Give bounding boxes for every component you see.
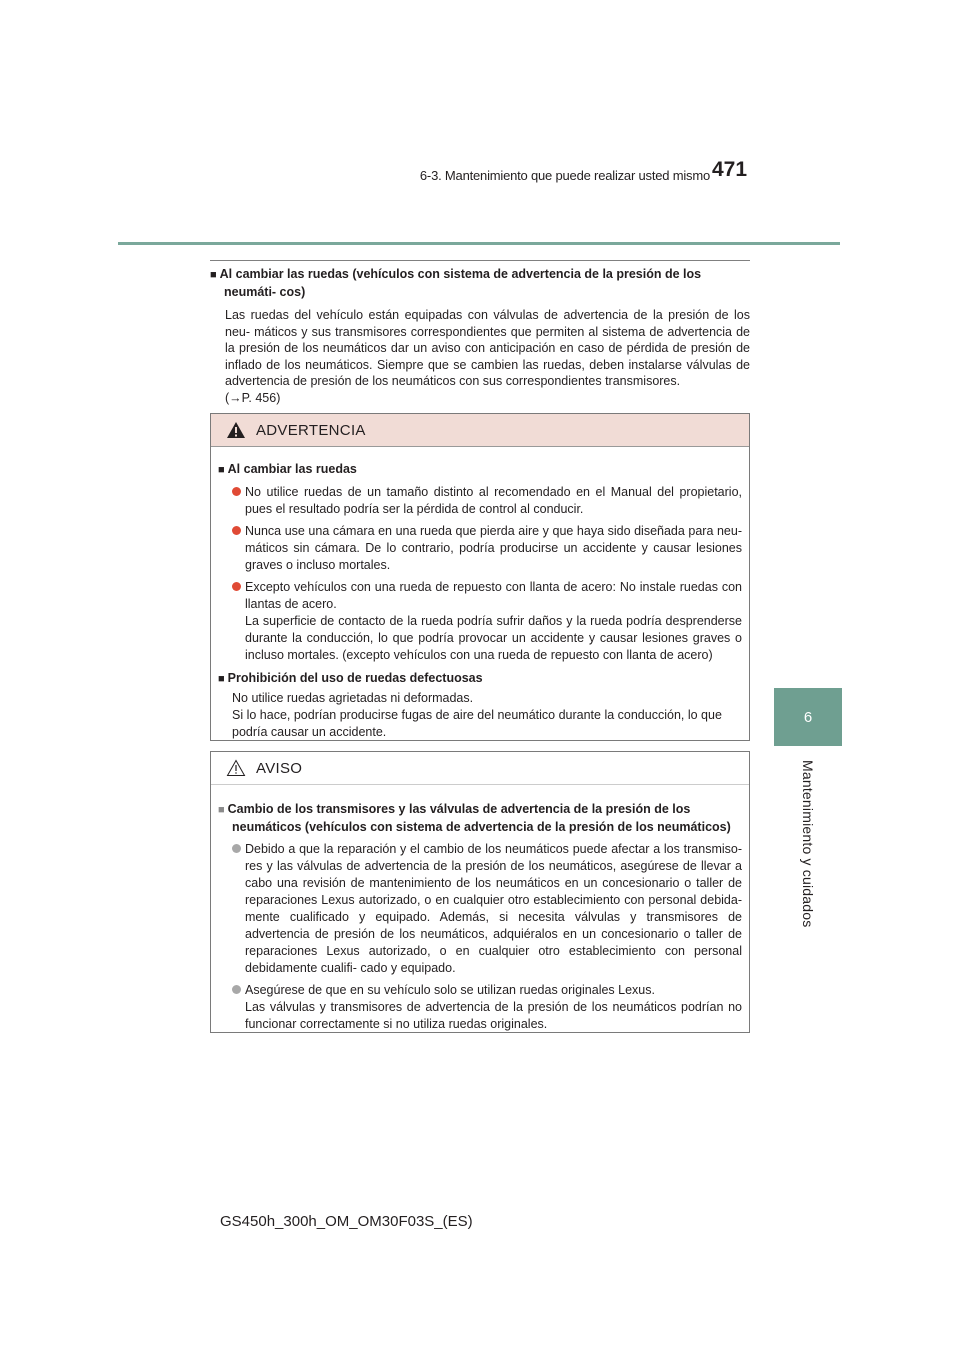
notice-section-heading: ■ Cambio de los transmisores y las válvulas de advertencia de la presión de los neumáticos (vehículos con sistema de advertencia de la presión de los neumáticos)	[218, 802, 731, 834]
warning-box	[210, 413, 750, 741]
square-bullet-icon: ■	[210, 269, 217, 281]
warning-section-heading: ■ Al cambiar las ruedas	[218, 462, 357, 476]
warning-title: ADVERTENCIA	[256, 421, 366, 439]
notice-bullet: Debido a que la reparación y el cambio de los neumáticos puede afectar a los transmiso- res y las válvulas de advertencia de la presión de los neumáticos, asegúrese de llevar a cabo una revisión de mantenimiento de los neumáticos en un concesionario o taller de reparaciones Lexus autorizado, o en cualquier otro establecimiento con personal debida- mente cualificado y equipado. Además, si necesita válvulas y transmisores de advertencia de presión de los neumáticos, adquiéralos en un concesionario o taller de reparaciones Lexus autorizado, o en cualquier otro establecimiento con personal debidamente cualifi- cado y equipado.	[218, 841, 742, 977]
notice-bullet: Asegúrese de que en su vehículo solo se utilizan ruedas originales Lexus. Las válvulas y transmisores de advertencia de la presión de los neumáticos podrían no funcionar correctamente si no utiliza ruedas originales.	[218, 982, 742, 1033]
warning-section-heading: ■ Prohibición del uso de ruedas defectuosas	[218, 671, 483, 685]
page-number: 471	[712, 158, 748, 181]
chapter-side-label: Mantenimiento y cuidados	[800, 760, 816, 928]
warning-header	[211, 414, 749, 447]
content-divider	[210, 260, 750, 261]
bullet-dot-icon	[232, 985, 241, 994]
bullet-dot-icon	[232, 844, 241, 853]
square-bullet-icon: ■	[218, 673, 225, 685]
warning-section-text: No utilice ruedas agrietadas ni deformadas. Si lo hace, podrían producirse fugas de aire del neumático durante la conducción, lo que podría causar un accidente.	[232, 691, 722, 739]
notice-title: AVISO	[256, 759, 303, 777]
warning-bullet: Nunca use una cámara en una rueda que pierda aire y que haya sido diseñada para neu- máticos sin cámara. De lo contrario, podría producirse un accidente y causar lesiones graves o incluso mortales.	[218, 523, 742, 574]
warning-bullet: Excepto vehículos con una rueda de repuesto con llanta de acero: No instale ruedas con llantas de acero. La superficie de contacto de la rueda podría sufrir daños y la rueda podría desprenderse durante la conducción, lo que podría provocar un accidente y causar lesiones graves o incluso mortales. (excepto vehículos con una rueda de repuesto con llanta de acero)	[218, 579, 742, 664]
square-bullet-icon: ■	[218, 804, 225, 816]
bullet-dot-icon	[232, 526, 241, 535]
notice-body	[211, 785, 749, 1033]
header-rule	[118, 242, 840, 245]
bullet-dot-icon	[232, 582, 241, 591]
intro-heading: ■ Al cambiar las ruedas (vehículos con sistema de advertencia de la presión de los neumáti- cos)	[210, 267, 702, 299]
square-bullet-icon: ■	[218, 464, 225, 476]
warning-triangle-icon	[226, 421, 246, 439]
chapter-number: 6	[803, 708, 813, 726]
warning-bullet: No utilice ruedas de un tamaño distinto al recomendado en el Manual del propietario, pues el resultado podría ser la pérdida de control al conducir.	[218, 484, 742, 518]
notice-header	[211, 752, 749, 785]
intro-section	[210, 266, 750, 406]
chapter-tab	[774, 688, 842, 746]
caution-triangle-icon	[226, 759, 246, 777]
bullet-dot-icon	[232, 487, 241, 496]
section-title: 6-3. Mantenimiento que puede realizar usted mismo	[419, 168, 710, 183]
page-reference: (→P. 456)	[225, 390, 281, 405]
notice-box	[210, 751, 750, 1033]
document-code: GS450h_300h_OM_OM30F03S_(ES)	[220, 1213, 473, 1230]
warning-body	[211, 447, 749, 741]
intro-body: Las ruedas del vehículo están equipadas con válvulas de advertencia de la presión de los neu- máticos y sus transmisores correspondientes que permiten al sistema de advertencia de la presión de los neumáticos dar un aviso con anticipación en caso de pérdida de presión de inflado de los neumáticos. Siempre que se cambien las ruedas, deben instalarse válvulas de advertencia de presión de los neumáticos con sus correspondientes transmisores. (→P. 456)	[225, 308, 750, 405]
